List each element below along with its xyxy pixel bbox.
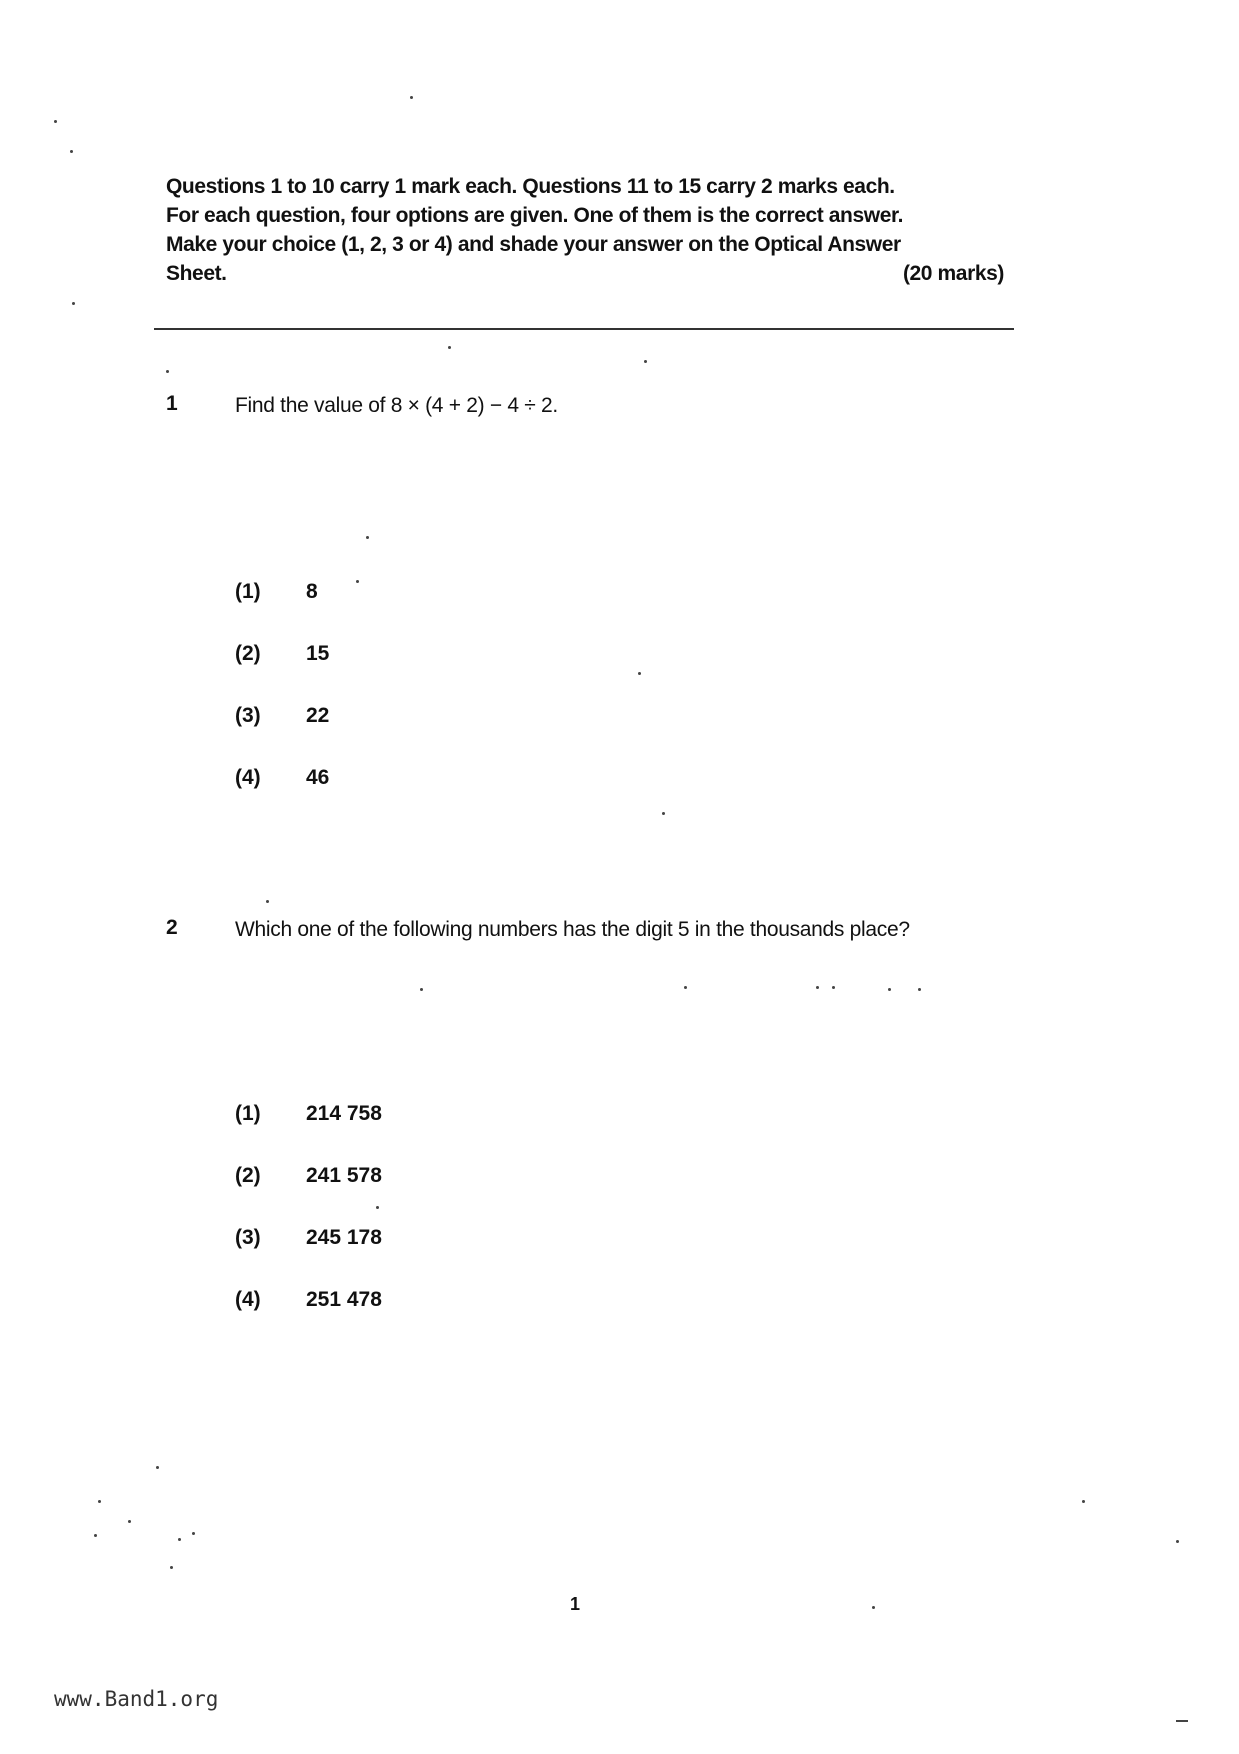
option-4 — [235, 766, 329, 828]
scan-speck — [638, 672, 641, 675]
scan-speck — [94, 1534, 97, 1537]
section-divider — [154, 328, 1014, 330]
instructions-line-3: Make your choice (1, 2, 3 or 4) and shade your answer on the Optical Answer — [166, 233, 901, 256]
option-label: (1) — [235, 1102, 261, 1125]
option-label: (3) — [235, 1226, 261, 1249]
footer-url: www.Band1.org — [54, 1687, 219, 1711]
scan-speck — [832, 986, 835, 989]
question-number: 1 — [166, 392, 178, 415]
option-label: (4) — [235, 1288, 261, 1311]
option-value: 8 — [306, 580, 318, 603]
option-2 — [235, 642, 329, 704]
question-text: Which one of the following numbers has the digit 5 in the thousands place? — [235, 918, 910, 941]
scan-speck — [888, 988, 891, 991]
scan-speck — [72, 302, 75, 305]
question-text: Find the value of 8 × (4 + 2) − 4 ÷ 2. — [235, 394, 558, 417]
scan-speck — [918, 988, 921, 991]
scan-speck — [410, 96, 413, 99]
total-marks: (20 marks) — [902, 262, 1004, 285]
instructions-sheet-word: Sheet. — [166, 262, 227, 285]
scan-speck — [644, 360, 647, 363]
section-instructions — [166, 172, 1004, 288]
scan-speck — [70, 150, 73, 153]
scan-speck — [684, 986, 687, 989]
option-2 — [235, 1164, 382, 1226]
scan-speck — [156, 1466, 159, 1469]
instructions-line-4 — [166, 259, 1004, 288]
option-value: 22 — [306, 704, 330, 727]
question-number: 2 — [166, 916, 178, 939]
scan-speck — [662, 812, 665, 815]
options-list — [235, 580, 329, 828]
option-value: 245 178 — [306, 1226, 382, 1249]
scan-speck — [178, 1538, 181, 1541]
options-list — [235, 1102, 382, 1350]
scan-speck — [266, 900, 269, 903]
scan-speck — [376, 1206, 379, 1209]
option-label: (2) — [235, 1164, 261, 1187]
page-number: 1 — [570, 1594, 581, 1614]
scan-speck — [448, 346, 451, 349]
option-4 — [235, 1288, 382, 1350]
option-label: (1) — [235, 580, 261, 603]
option-value: 241 578 — [306, 1164, 382, 1187]
option-value: 214 758 — [306, 1102, 382, 1125]
scan-speck — [128, 1520, 131, 1523]
scan-speck — [872, 1606, 875, 1609]
instructions-line-1: Questions 1 to 10 carry 1 mark each. Questions 11 to 15 carry 2 marks each. — [166, 175, 895, 198]
scan-speck — [420, 988, 423, 991]
scan-speck — [170, 1566, 173, 1569]
instructions-line-2: For each question, four options are given. One of them is the correct answer. — [166, 204, 904, 227]
option-value: 251 478 — [306, 1288, 382, 1311]
scan-speck — [1082, 1500, 1085, 1503]
option-label: (2) — [235, 642, 261, 665]
option-label: (3) — [235, 704, 261, 727]
scan-speck — [192, 1532, 195, 1535]
option-1 — [235, 580, 329, 642]
scan-speck — [1176, 1540, 1179, 1543]
scan-speck — [816, 986, 819, 989]
option-value: 15 — [306, 642, 330, 665]
scan-speck — [366, 536, 369, 539]
option-value: 46 — [306, 766, 330, 789]
option-label: (4) — [235, 766, 261, 789]
option-1 — [235, 1102, 382, 1164]
option-3 — [235, 1226, 382, 1288]
scan-speck — [54, 120, 57, 123]
scan-speck — [1176, 1720, 1188, 1722]
scan-speck — [356, 580, 359, 583]
scan-speck — [166, 370, 169, 373]
scan-speck — [98, 1500, 101, 1503]
option-3 — [235, 704, 329, 766]
